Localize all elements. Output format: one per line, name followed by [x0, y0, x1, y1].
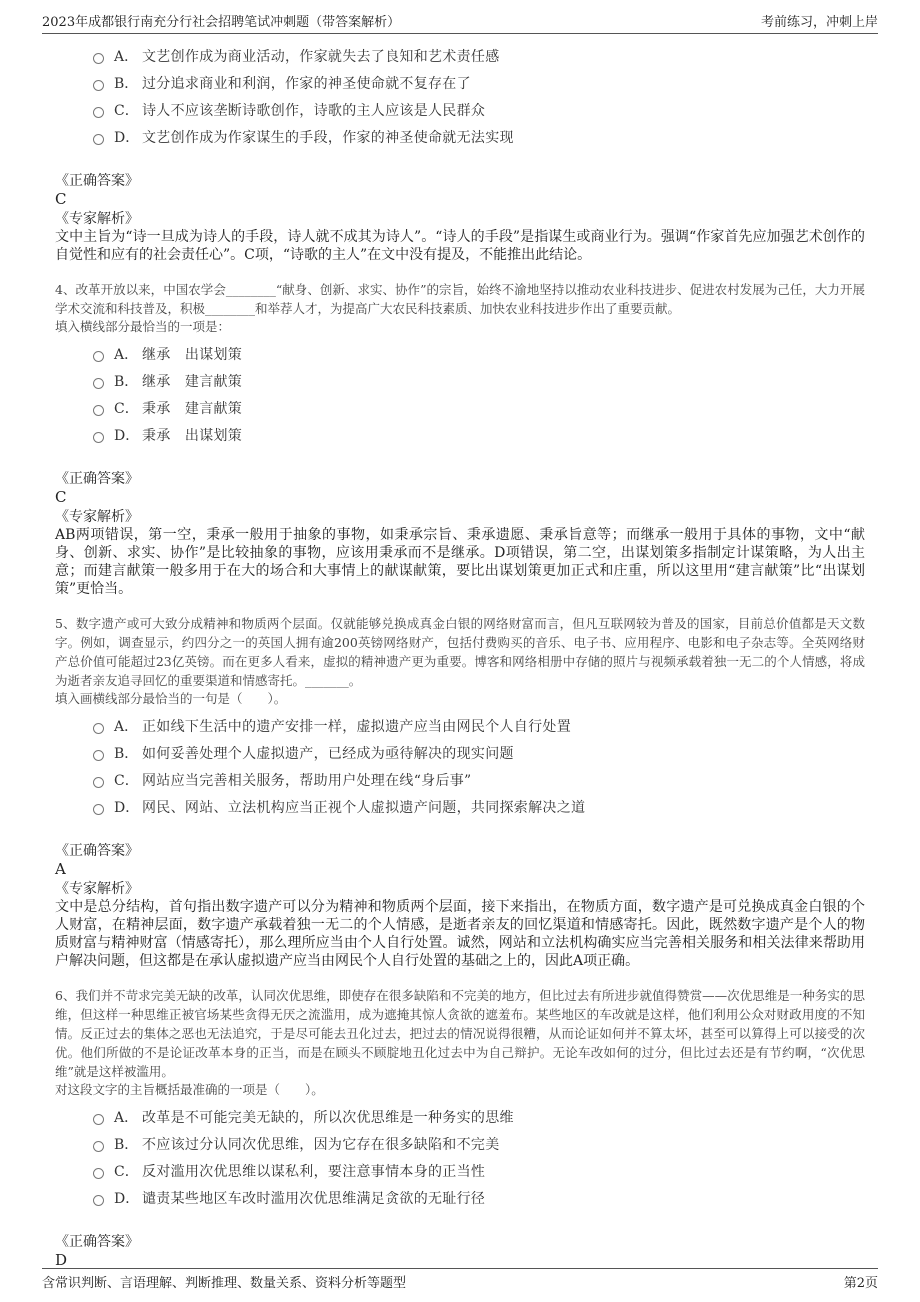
question-prompt: 填入横线部分最恰当的一项是： — [55, 319, 231, 334]
radio-icon[interactable] — [93, 405, 104, 416]
q6-option-c[interactable]: C． 反对滥用次优思维以谋私利，要注意事情本身的正当性 — [55, 1157, 865, 1184]
radio-icon[interactable] — [93, 107, 104, 118]
page-header — [42, 10, 878, 34]
q6-options — [55, 1103, 865, 1211]
question-text: 5、数字遗产或可大致分成精神和物质两个层面。仅就能够兑换成真金白银的网络财富而言，但凡互联网较为普及的国家，目前总价值都是天文数字。例如，调查显示，约四分之一的英国人拥有逾200英镑网络财产，包括付费购买的音乐、电子书、应用程序、电影和电子杂志等。全英网络财产总价值可能超过23亿英镑。而在更多人看来，虚拟的精神遗产更为重要。博客和网络相册中存储的照片与视频承载着独一无二的个人情感，将成为逝者亲友追寻回忆的重要渠道和情感寄托。_______。 — [55, 616, 865, 688]
q6-option-d[interactable]: D． 谴责某些地区车改时滥用次优思维满足贪欲的无耻行径 — [55, 1184, 865, 1211]
q4-option-b[interactable]: B． 继承 建言献策 — [55, 367, 865, 394]
q5-options — [55, 712, 865, 820]
q3-option-a[interactable]: A． 文艺创作成为商业活动，作家就失去了良知和艺术责任感 — [55, 42, 865, 69]
q5-option-c[interactable]: C． 网站应当完善相关服务，帮助用户处理在线“身后事” — [55, 766, 865, 793]
q4-option-c[interactable]: C． 秉承 建言献策 — [55, 394, 865, 421]
radio-icon[interactable] — [93, 53, 104, 64]
answer-value: C — [55, 488, 67, 506]
page-content — [55, 40, 865, 1269]
radio-icon[interactable] — [93, 723, 104, 734]
answer-value: D — [55, 1251, 68, 1269]
radio-icon[interactable] — [93, 750, 104, 761]
answer-heading: 《正确答案》 — [55, 471, 139, 487]
analysis-heading: 《专家解析》 — [55, 509, 139, 525]
q3-options — [55, 42, 865, 150]
header-title: 2023年成都银行南充分行社会招聘笔试冲刺题（带答案解析） — [42, 15, 401, 30]
q5-option-a[interactable]: A． 正如线下生活中的遗产安排一样，虚拟遗产应当由网民个人自行处置 — [55, 712, 865, 739]
answer-heading: 《正确答案》 — [55, 843, 139, 859]
question-text: 6、我们并不苛求完美无缺的改革，认同次优思维，即使存在很多缺陷和不完美的地方，但比过去有所进步就值得赞赏——次优思维是一种务实的思维，但这样一种思维正被官场某些贪得无厌之流滥用，成为遮掩其惊人贪欲的遮羞布。某些地区的车改就是这样，他们利用公众对财政用度的不知情。反正过去的集体之恶也无法追究，于是尽可能去丑化过去，把过去的情况说得很糟，从而论证如何并不算太坏，甚至可以算得上可以接受的次优。他们所做的不是论证改革本身的正当，而是在顾头不顾腚地丑化过去中为自己辩护。无论车改如何的过分，但比过去还是有节约啊，“次优思维”就是这样被滥用。 — [55, 988, 865, 1079]
radio-icon[interactable] — [93, 432, 104, 443]
q5-option-b[interactable]: B． 如何妥善处理个人虚拟遗产，已经成为亟待解决的现实问题 — [55, 739, 865, 766]
question-prompt: 对这段文字的主旨概括最准确的一项是（ ）。 — [55, 1082, 324, 1097]
analysis-heading: 《专家解析》 — [55, 881, 139, 897]
q4-options — [55, 340, 865, 448]
footer-note: 含常识判断、言语理解、判断推理、数量关系、资料分析等题型 — [42, 1275, 407, 1291]
answer-heading: 《正确答案》 — [55, 173, 139, 189]
answer-value: A — [55, 860, 66, 878]
analysis-text: 文中主旨为“诗一旦成为诗人的手段，诗人就不成其为诗人”。“诗人的手段”是指谋生或商业行为。强调“作家首先应加强艺术创作的自觉性和应有的社会责任心”。C项，“诗歌的主人”在文中没有提及，不能推出此结论。 — [55, 229, 865, 263]
radio-icon[interactable] — [93, 804, 104, 815]
page-footer — [42, 1268, 878, 1290]
q4-option-a[interactable]: A． 继承 出谋划策 — [55, 340, 865, 367]
answer-value: C — [55, 190, 67, 208]
radio-icon[interactable] — [93, 1114, 104, 1125]
q3-option-d[interactable]: D． 文艺创作成为作家谋生的手段，作家的神圣使命就无法实现 — [55, 123, 865, 150]
radio-icon[interactable] — [93, 80, 104, 91]
radio-icon[interactable] — [93, 777, 104, 788]
radio-icon[interactable] — [93, 378, 104, 389]
radio-icon[interactable] — [93, 134, 104, 145]
analysis-heading: 《专家解析》 — [55, 211, 139, 227]
analysis-text: AB两项错误，第一空，秉承一般用于抽象的事物，如秉承宗旨、秉承遗愿、秉承旨意等；而继承一般用于具体的事物，文中“献身、创新、求实、协作”是比较抽象的事物，应该用秉承而不是继承。D项错误，第二空，出谋划策多指制定计谋策略，为人出主意；而建言献策一般多用于在大的场合和大事情上的献谋献策，要比出谋划策更加正式和庄重，所以这里用“建言献策”比“出谋划策”更恰当。 — [55, 527, 865, 597]
radio-icon[interactable] — [93, 1168, 104, 1179]
q3-option-b[interactable]: B． 过分追求商业和利润，作家的神圣使命就不复存在了 — [55, 69, 865, 96]
page-number: 第2页 — [843, 1275, 878, 1291]
radio-icon[interactable] — [93, 1141, 104, 1152]
question-text: 4、改革开放以来，中国农学会________“献身、创新、求实、协作”的宗旨，始终不渝地坚持以推动农业科技进步、促进农村发展为己任，大力开展学术交流和科技普及，积极________和举荐人才，为提高广大农民科技素质、加快农业科技进步作出了重要贡献。 — [55, 282, 865, 316]
radio-icon[interactable] — [93, 351, 104, 362]
radio-icon[interactable] — [93, 1195, 104, 1206]
answer-heading: 《正确答案》 — [55, 1234, 139, 1250]
analysis-text: 文中是总分结构，首句指出数字遗产可以分为精神和物质两个层面，接下来指出，在物质方面，数字遗产是可兑换成真金白银的个人财富，在精神层面，数字遗产承载着独一无二的个人情感，是逝者亲友的回忆渠道和情感寄托。因此，既然数字遗产是个人的物质财富与精神财富（情感寄托），那么理所应当由个人自行处置。诚然，网站和立法机构确实应当完善相关服务和相关法律来帮助用户解决问题，但这都是在承认虚拟遗产应当由网民个人自行处置的基础之上的，因此A项正确。 — [55, 899, 865, 969]
q6-option-b[interactable]: B． 不应该过分认同次优思维，因为它存在很多缺陷和不完美 — [55, 1130, 865, 1157]
q3-option-c[interactable]: C． 诗人不应该垄断诗歌创作，诗歌的主人应该是人民群众 — [55, 96, 865, 123]
header-slogan: 考前练习，冲刺上岸 — [760, 15, 878, 30]
q6-option-a[interactable]: A． 改革是不可能完美无缺的，所以次优思维是一种务实的思维 — [55, 1103, 865, 1130]
q4-option-d[interactable]: D． 秉承 出谋划策 — [55, 421, 865, 448]
q5-option-d[interactable]: D． 网民、网站、立法机构应当正视个人虚拟遗产问题，共同探索解决之道 — [55, 793, 865, 820]
question-prompt: 填入画横线部分最恰当的一句是（ ）。 — [55, 691, 287, 706]
